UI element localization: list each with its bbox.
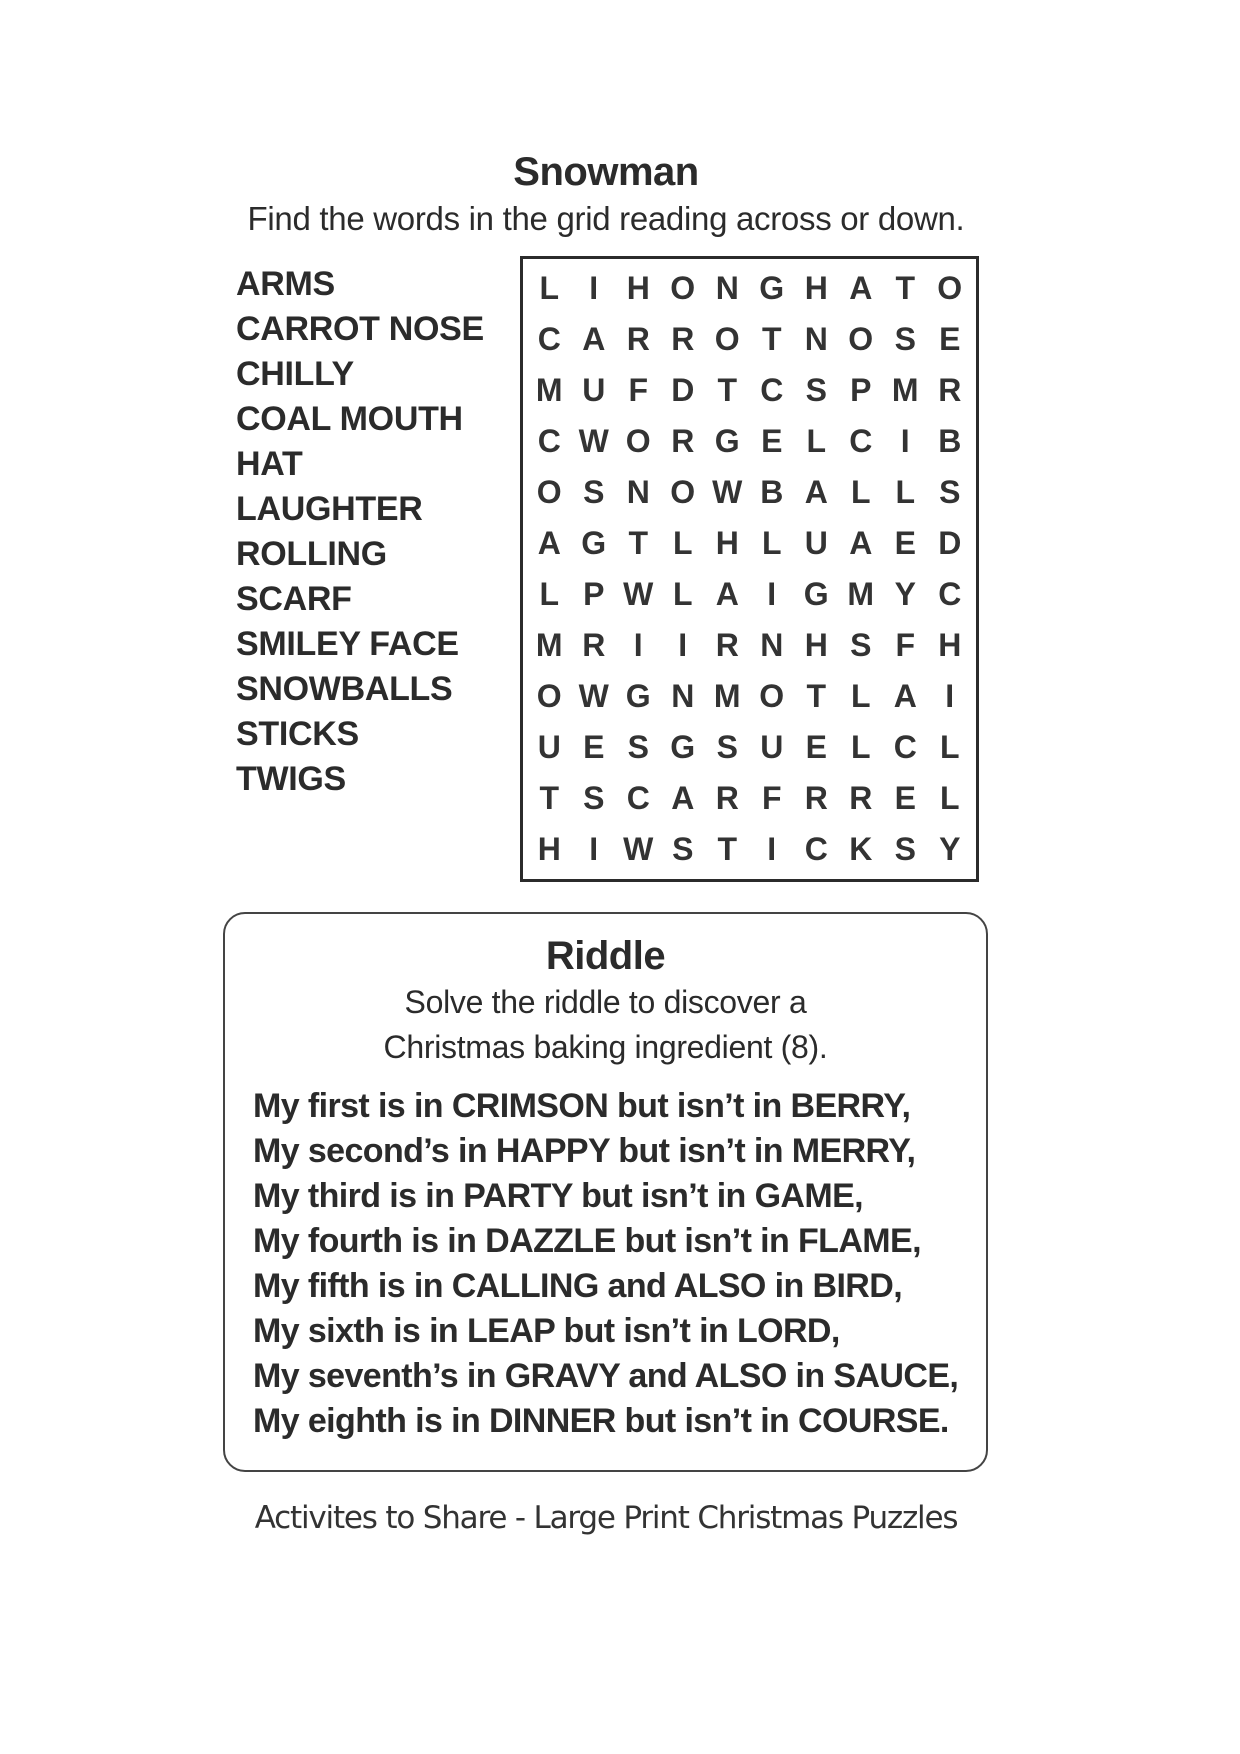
word-list-item: LAUGHTER [236, 490, 423, 528]
grid-cell: H [715, 525, 739, 561]
grid-cell: W [623, 576, 654, 612]
grid-cell: E [894, 525, 916, 561]
grid-cell: D [671, 372, 695, 408]
grid-cell: M [535, 627, 563, 663]
grid-cell: C [938, 576, 962, 612]
grid-cell: W [623, 831, 654, 867]
grid-cell: S [894, 831, 916, 867]
grid-cell: K [849, 831, 873, 867]
grid-cell: R [715, 627, 739, 663]
grid-cell: U [760, 729, 784, 765]
grid-cell: I [589, 270, 599, 306]
word-list-item: HAT [236, 445, 303, 483]
grid-cell: O [937, 270, 963, 306]
page-footer: Activites to Share - Large Print Christmas Puzzles [254, 1500, 958, 1536]
grid-cell: L [850, 729, 871, 765]
grid-cell: M [847, 576, 875, 612]
grid-cell: C [849, 423, 873, 459]
grid-cell: S [583, 780, 605, 816]
grid-cell: O [536, 474, 562, 510]
puzzle-title: Snowman [513, 150, 699, 194]
grid-cell: C [760, 372, 784, 408]
grid-cell: O [759, 678, 785, 714]
grid-cell: H [537, 831, 561, 867]
grid-cell: E [583, 729, 605, 765]
grid-cell: C [804, 831, 828, 867]
grid-cell: S [894, 321, 916, 357]
grid-cell: N [671, 678, 695, 714]
grid-cell: P [583, 576, 605, 612]
grid-cell: S [939, 474, 961, 510]
grid-cell: G [581, 525, 607, 561]
grid-cell: R [671, 321, 695, 357]
grid-cell: A [671, 780, 695, 816]
grid-cell: G [625, 678, 651, 714]
word-list-item: SCARF [236, 580, 352, 618]
grid-cell: U [582, 372, 606, 408]
riddle-line: My second’s in HAPPY but isn’t in MERRY, [253, 1132, 916, 1170]
grid-cell: C [893, 729, 917, 765]
grid-cell: C [537, 321, 561, 357]
grid-cell: G [759, 270, 785, 306]
grid-cell: R [804, 780, 828, 816]
grid-cell: L [539, 270, 560, 306]
grid-cell: S [805, 372, 827, 408]
grid-cell: E [894, 780, 916, 816]
grid-cell: C [537, 423, 561, 459]
grid-cell: S [583, 474, 605, 510]
grid-cell: D [938, 525, 962, 561]
grid-cell: O [848, 321, 874, 357]
grid-cell: R [938, 372, 962, 408]
grid-cell: S [672, 831, 694, 867]
grid-cell: E [761, 423, 783, 459]
grid-cell: M [535, 372, 563, 408]
grid-cell: O [670, 270, 696, 306]
grid-cell: I [767, 831, 777, 867]
grid-cell: M [891, 372, 919, 408]
grid-cell: S [627, 729, 649, 765]
grid-cell: N [804, 321, 828, 357]
word-list-item: CARROT NOSE [236, 310, 484, 348]
grid-cell: T [761, 321, 782, 357]
grid-cell: R [849, 780, 873, 816]
grid-cell: A [893, 678, 917, 714]
grid-cell: G [714, 423, 740, 459]
riddle-box [223, 912, 988, 1472]
grid-cell: L [850, 678, 871, 714]
word-list-item: COAL MOUTH [236, 400, 463, 438]
grid-cell: H [804, 270, 828, 306]
grid-cell: A [582, 321, 606, 357]
riddle-intro [225, 980, 986, 1070]
riddle-line: My seventh’s in GRAVY and ALSO in SAUCE, [253, 1357, 959, 1395]
grid-cell: R [715, 780, 739, 816]
grid-cell: S [850, 627, 872, 663]
grid-cell: T [628, 525, 649, 561]
grid-cell: U [537, 729, 561, 765]
grid-cell: E [805, 729, 827, 765]
grid-cell: E [939, 321, 961, 357]
grid-cell: Y [939, 831, 961, 867]
word-list-item: TWIGS [236, 760, 346, 798]
grid-cell: O [536, 678, 562, 714]
word-list-item: ROLLING [236, 535, 387, 573]
grid-cell: R [626, 321, 650, 357]
word-list-item: SNOWBALLS [236, 670, 453, 708]
grid-cell: A [849, 525, 873, 561]
riddle-title: Riddle [545, 934, 666, 978]
word-list [236, 262, 484, 802]
word-search-grid [520, 256, 979, 882]
riddle-intro-line: Solve the riddle to discover a [404, 984, 807, 1020]
grid-cell: N [626, 474, 650, 510]
grid-cell: L [672, 525, 693, 561]
grid-cell: O [625, 423, 651, 459]
grid-cell: N [760, 627, 784, 663]
grid-cell: N [715, 270, 739, 306]
grid-cell: H [938, 627, 962, 663]
grid-cell: H [626, 270, 650, 306]
grid-cell: T [717, 372, 738, 408]
grid-cell: A [537, 525, 561, 561]
grid-cell: U [804, 525, 828, 561]
grid-cell: S [716, 729, 738, 765]
grid-cell: R [671, 423, 695, 459]
grid-cell: H [804, 627, 828, 663]
grid-cell: Y [894, 576, 916, 612]
grid-cell: A [804, 474, 828, 510]
grid-cell: T [806, 678, 827, 714]
word-list-item: CHILLY [236, 355, 354, 393]
riddle-line: My fourth is in DAZZLE but isn’t in FLAME, [253, 1222, 921, 1260]
grid-cell: B [760, 474, 784, 510]
grid-cell: O [670, 474, 696, 510]
grid-cell: L [761, 525, 782, 561]
grid-cell: A [715, 576, 739, 612]
grid-cell: T [539, 780, 560, 816]
grid-cell: L [672, 576, 693, 612]
grid-cell: I [589, 831, 599, 867]
riddle-line: My sixth is in LEAP but isn’t in LORD, [253, 1312, 840, 1350]
word-list-item: SMILEY FACE [236, 625, 459, 663]
riddle-line: My fifth is in CALLING and ALSO in BIRD, [253, 1267, 903, 1305]
grid-cell: L [939, 729, 960, 765]
word-list-item: STICKS [236, 715, 359, 753]
grid-cell: G [803, 576, 829, 612]
grid-cell: T [717, 831, 738, 867]
grid-cell: W [712, 474, 743, 510]
grid-cell: R [582, 627, 606, 663]
grid-cell: M [713, 678, 741, 714]
word-list-item: ARMS [236, 265, 335, 303]
grid-cell: F [628, 372, 649, 408]
riddle-line: My eighth is in DINNER but isn’t in COURSE. [253, 1402, 949, 1440]
grid-cell: L [895, 474, 916, 510]
grid-cell: G [670, 729, 696, 765]
grid-cell: L [539, 576, 560, 612]
grid-cell: B [938, 423, 962, 459]
grid-cell: L [806, 423, 827, 459]
grid-cell: T [895, 270, 916, 306]
grid-cell: F [895, 627, 916, 663]
riddle-line: My first is in CRIMSON but isn’t in BERRY, [253, 1087, 911, 1125]
grid-cell: L [939, 780, 960, 816]
grid-cell: I [678, 627, 688, 663]
grid-cell: I [633, 627, 643, 663]
grid-cell: O [714, 321, 740, 357]
grid-cell: A [849, 270, 873, 306]
grid-cell: I [945, 678, 955, 714]
riddle-lines [253, 1084, 958, 1444]
puzzle-instructions: Find the words in the grid reading across or down. [247, 200, 965, 237]
riddle-intro-line: Christmas baking ingredient (8). [383, 1029, 828, 1065]
grid-cell: L [850, 474, 871, 510]
riddle-line: My third is in PARTY but isn’t in GAME, [253, 1177, 864, 1215]
grid-cell: F [761, 780, 782, 816]
grid-cell: C [626, 780, 650, 816]
grid-cell: I [900, 423, 910, 459]
grid-cell: W [578, 423, 609, 459]
grid-cell: W [578, 678, 609, 714]
grid-cell: P [850, 372, 872, 408]
grid-cell: I [767, 576, 777, 612]
